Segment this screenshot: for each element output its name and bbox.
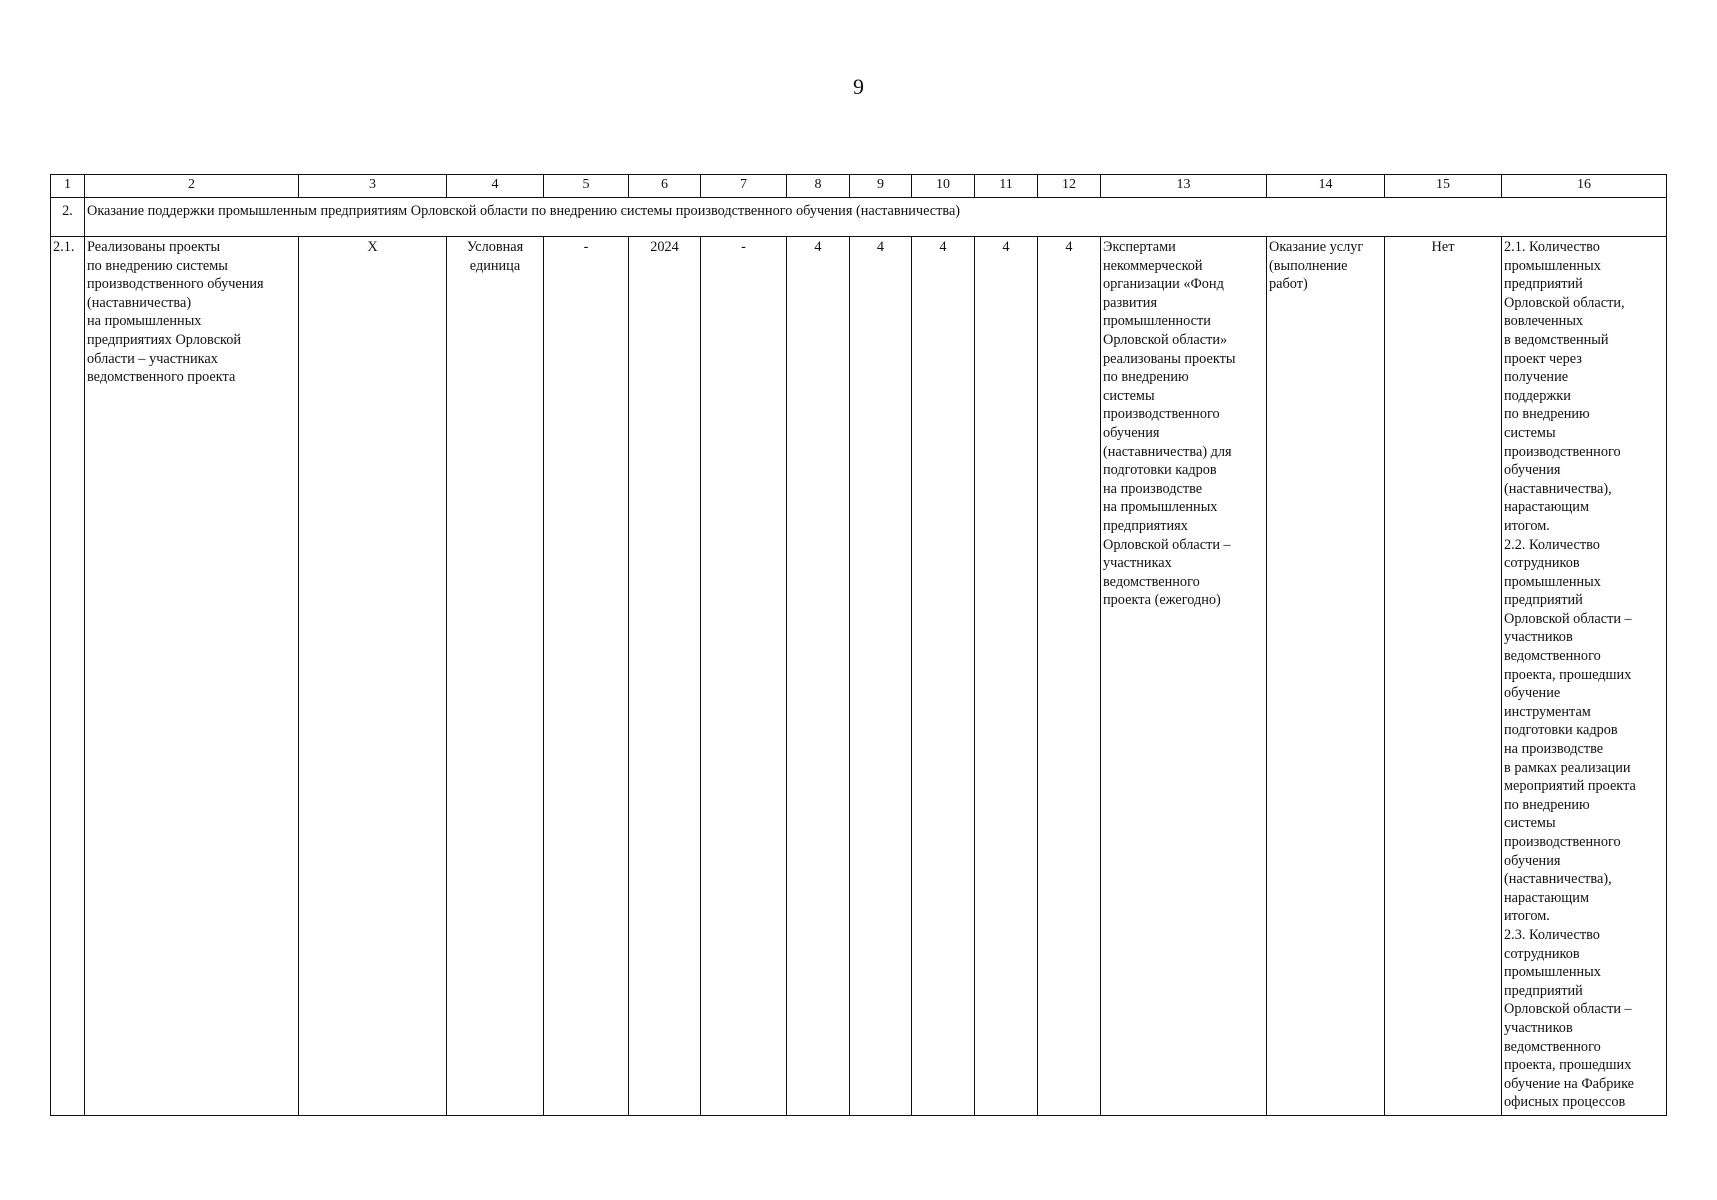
value-cell: 4 xyxy=(975,237,1038,1116)
result-name-cell: Реализованы проекты по внедрению системы производственного обучения (наставничества) на промышленных предприятиях Орловской области – участниках ведомственного проекта xyxy=(85,237,299,1116)
column-number: 5 xyxy=(544,175,629,198)
results-table xyxy=(50,174,1667,1116)
section-row xyxy=(51,198,1667,237)
value-cell: 4 xyxy=(787,237,850,1116)
column-number: 13 xyxy=(1101,175,1267,198)
column-number-row xyxy=(51,175,1667,198)
column-number: 15 xyxy=(1385,175,1502,198)
col7-cell: - xyxy=(701,237,787,1116)
column-number: 3 xyxy=(299,175,447,198)
column-number: 4 xyxy=(447,175,544,198)
value-cell: 4 xyxy=(1038,237,1101,1116)
indicators-cell: 2.1. Количество промышленных предприятий Орловской области, вовлеченных в ведомственный проект через получение поддержки по внедрению системы производственного обучения (наставничества), нарастающим итогом. 2.2. Количество сотрудников промышленных предприятий Орловской области – участников ведомственного проекта, прошедших обучение инструментам подготовки кадров на производстве в рамках реализации мероприятий проекта по внедрению системы производственного обучения (наставничества), нарастающим итогом. 2.3. Количество сотрудников промышленных предприятий Орловской области – участников ведомственного проекта, прошедших обучение на Фабрике офисных процессов xyxy=(1502,237,1667,1116)
year-cell: 2024 xyxy=(629,237,701,1116)
col3-cell: Х xyxy=(299,237,447,1116)
column-number: 12 xyxy=(1038,175,1101,198)
column-number: 16 xyxy=(1502,175,1667,198)
section-title: Оказание поддержки промышленным предприятиям Орловской области по внедрению системы производственного обучения (наставничества) xyxy=(85,198,1667,237)
col15-cell: Нет xyxy=(1385,237,1502,1116)
column-number: 8 xyxy=(787,175,850,198)
column-number: 6 xyxy=(629,175,701,198)
col5-cell: - xyxy=(544,237,629,1116)
value-cell: 4 xyxy=(850,237,912,1116)
row-number: 2.1. xyxy=(51,237,85,1116)
page-number: 9 xyxy=(853,74,864,99)
table-row xyxy=(51,237,1667,1116)
type-cell: Оказание услуг (выполнение работ) xyxy=(1267,237,1385,1116)
characteristic-cell: Экспертами некоммерческой организации «Фонд развития промышленности Орловской области» реализованы проекты по внедрению системы производственного обучения (наставничества) для подготовки кадров на производстве на промышленных предприятиях Орловской области – участниках ведомственного проекта (ежегодно) xyxy=(1101,237,1267,1116)
value-cell: 4 xyxy=(912,237,975,1116)
column-number: 1 xyxy=(51,175,85,198)
unit-cell: Условная единица xyxy=(447,237,544,1116)
column-number: 7 xyxy=(701,175,787,198)
section-number: 2. xyxy=(51,198,85,237)
column-number: 10 xyxy=(912,175,975,198)
column-number: 14 xyxy=(1267,175,1385,198)
column-number: 11 xyxy=(975,175,1038,198)
column-number: 9 xyxy=(850,175,912,198)
column-number: 2 xyxy=(85,175,299,198)
